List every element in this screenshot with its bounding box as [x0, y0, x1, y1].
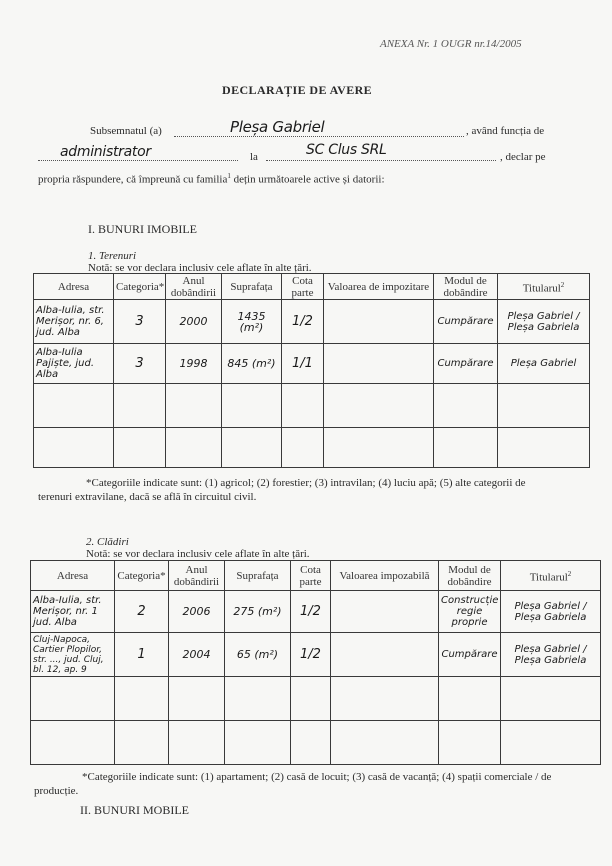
cell-titular: Pleșa Gabriel / Pleșa Gabriela: [501, 633, 601, 677]
institution-value: SC Clus SRL: [306, 142, 387, 158]
cell-adresa: [34, 428, 114, 468]
document-title: DECLARAȚIE DE AVERE: [222, 83, 373, 97]
cell-suprafata: [225, 677, 291, 721]
terenuri-header-row: [34, 274, 590, 300]
table-row: [31, 591, 601, 633]
functia-label: , având funcția de: [466, 125, 545, 137]
terenuri-title: 1. Terenuri: [88, 250, 137, 262]
cell-categoria: 1: [115, 633, 169, 677]
cell-titular: [498, 384, 590, 428]
cell-anul: [169, 677, 225, 721]
table-row: [34, 344, 590, 384]
cladiri-table: [30, 560, 601, 765]
col-valoarea: Valoarea de impozitare: [324, 274, 434, 300]
table-row: [31, 677, 601, 721]
terenuri-table: [33, 273, 590, 468]
cell-suprafata: [222, 428, 282, 468]
declar-pe-label: , declar pe: [500, 151, 546, 163]
table-row: [34, 428, 590, 468]
cell-cota: [291, 677, 331, 721]
cell-adresa: Alba-Iulia Pajiște, jud. Alba: [34, 344, 114, 384]
terenuri-footnote: *Categoriile indicate sunt: (1) agricol; (2) forestier; (3) intravilan; (4) luciu apă; (5) alte categorii de terenuri extravilane, dacă se află în circuitul civil.: [38, 477, 526, 503]
cladiri-footnote: *Categoriile indicate sunt: (1) apartament; (2) casă de locuit; (3) casă de vacanță; (4) spații comerciale / de producție.: [34, 771, 552, 797]
section-2-title: II. BUNURI MOBILE: [80, 803, 189, 817]
cell-modul: Construcție regie proprie: [439, 591, 501, 633]
col-suprafata: Suprafața: [222, 274, 282, 300]
cell-adresa: Alba-Iulia, str. Merișor, nr. 1 jud. Alba: [31, 591, 115, 633]
col-titular: Titularul$^2$: [498, 274, 590, 300]
col-cota: Cota parte: [291, 561, 331, 591]
cell-titular: Pleșa Gabriel / Pleșa Gabriela: [498, 300, 590, 344]
cell-anul: 2004: [169, 633, 225, 677]
terenuri-note: Notă: se vor declara inclusiv cele aflate în alte țări.: [88, 262, 312, 274]
section-1-title: I. BUNURI IMOBILE: [88, 222, 197, 236]
cell-anul: [166, 428, 222, 468]
cell-anul: 2000: [166, 300, 222, 344]
subsemnatul-label: Subsemnatul (a): [90, 125, 162, 137]
cladiri-title: 2. Clădiri: [86, 536, 129, 548]
cell-titular: Pleșa Gabriel: [498, 344, 590, 384]
col-modul: Modul de dobândire: [439, 561, 501, 591]
cell-cota: [282, 384, 324, 428]
cell-categoria: 3: [114, 344, 166, 384]
cell-modul: Cumpărare: [434, 344, 498, 384]
cell-cota: 1/2: [291, 591, 331, 633]
cell-suprafata: [222, 384, 282, 428]
position-value: administrator: [60, 144, 151, 160]
cell-adresa: [31, 677, 115, 721]
cell-adresa: [34, 384, 114, 428]
table-row: [34, 384, 590, 428]
col-categoria: Categoria*: [115, 561, 169, 591]
intro-line-1: [90, 118, 560, 138]
cell-valoarea: [324, 384, 434, 428]
cell-adresa: Cluj-Napoca, Cartier Plopilor, str. ..., jud. Cluj, bl. 12, ap. 9: [31, 633, 115, 677]
cell-valoarea: [331, 721, 439, 765]
cell-modul: Cumpărare: [439, 633, 501, 677]
cell-valoarea: [324, 300, 434, 344]
cell-suprafata: [225, 721, 291, 765]
cell-anul: [169, 721, 225, 765]
cell-cota: [282, 428, 324, 468]
col-categoria: Categoria*: [114, 274, 166, 300]
col-adresa: Adresa: [31, 561, 115, 591]
intro-line-3: propria răspundere, că împreună cu familia$^1$ dețin următoarele active și datorii:: [38, 172, 385, 186]
cell-anul: 1998: [166, 344, 222, 384]
cell-suprafata: 1435 (m²): [222, 300, 282, 344]
cell-titular: [501, 677, 601, 721]
cell-categoria: [115, 677, 169, 721]
cell-valoarea: [331, 677, 439, 721]
col-cota: Cota parte: [282, 274, 324, 300]
cell-categoria: 3: [114, 300, 166, 344]
cell-categoria: [115, 721, 169, 765]
cell-adresa: Alba-Iulia, str. Merișor, nr. 6, jud. Alba: [34, 300, 114, 344]
cell-suprafata: 845 (m²): [222, 344, 282, 384]
col-modul: Modul de dobândire: [434, 274, 498, 300]
cell-valoarea: [324, 428, 434, 468]
cell-cota: [291, 721, 331, 765]
cell-cota: 1/2: [282, 300, 324, 344]
table-row: [31, 633, 601, 677]
cell-modul: [434, 384, 498, 428]
cell-adresa: [31, 721, 115, 765]
cladiri-header-row: [31, 561, 601, 591]
cell-titular: [498, 428, 590, 468]
cell-cota: 1/1: [282, 344, 324, 384]
cell-categoria: [114, 384, 166, 428]
cell-categoria: [114, 428, 166, 468]
col-anul: Anul dobândirii: [166, 274, 222, 300]
cell-anul: [166, 384, 222, 428]
cell-modul: Cumpărare: [434, 300, 498, 344]
declarant-name: Pleșa Gabriel: [230, 118, 325, 136]
col-titular: Titularul$^2$: [501, 561, 601, 591]
cell-categoria: 2: [115, 591, 169, 633]
cell-valoarea: [331, 591, 439, 633]
la-label: la: [250, 151, 258, 163]
cell-titular: Pleșa Gabriel / Pleșa Gabriela: [501, 591, 601, 633]
table-row: [31, 721, 601, 765]
col-adresa: Adresa: [34, 274, 114, 300]
col-valoarea: Valoarea impozabilă: [331, 561, 439, 591]
cell-suprafata: 65 (m²): [225, 633, 291, 677]
col-suprafata: Suprafața: [225, 561, 291, 591]
intro-line-2: [38, 140, 568, 164]
cell-modul: [434, 428, 498, 468]
cell-anul: 2006: [169, 591, 225, 633]
cladiri-note: Notă: se vor declara inclusiv cele aflate în alte țări.: [86, 548, 310, 560]
cell-titular: [501, 721, 601, 765]
cell-modul: [439, 721, 501, 765]
cell-cota: 1/2: [291, 633, 331, 677]
cell-valoarea: [331, 633, 439, 677]
cell-valoarea: [324, 344, 434, 384]
table-row: [34, 300, 590, 344]
annex-reference: ANEXA Nr. 1 OUGR nr.14/2005: [380, 38, 522, 50]
col-anul: Anul dobândirii: [169, 561, 225, 591]
cell-modul: [439, 677, 501, 721]
cell-suprafata: 275 (m²): [225, 591, 291, 633]
